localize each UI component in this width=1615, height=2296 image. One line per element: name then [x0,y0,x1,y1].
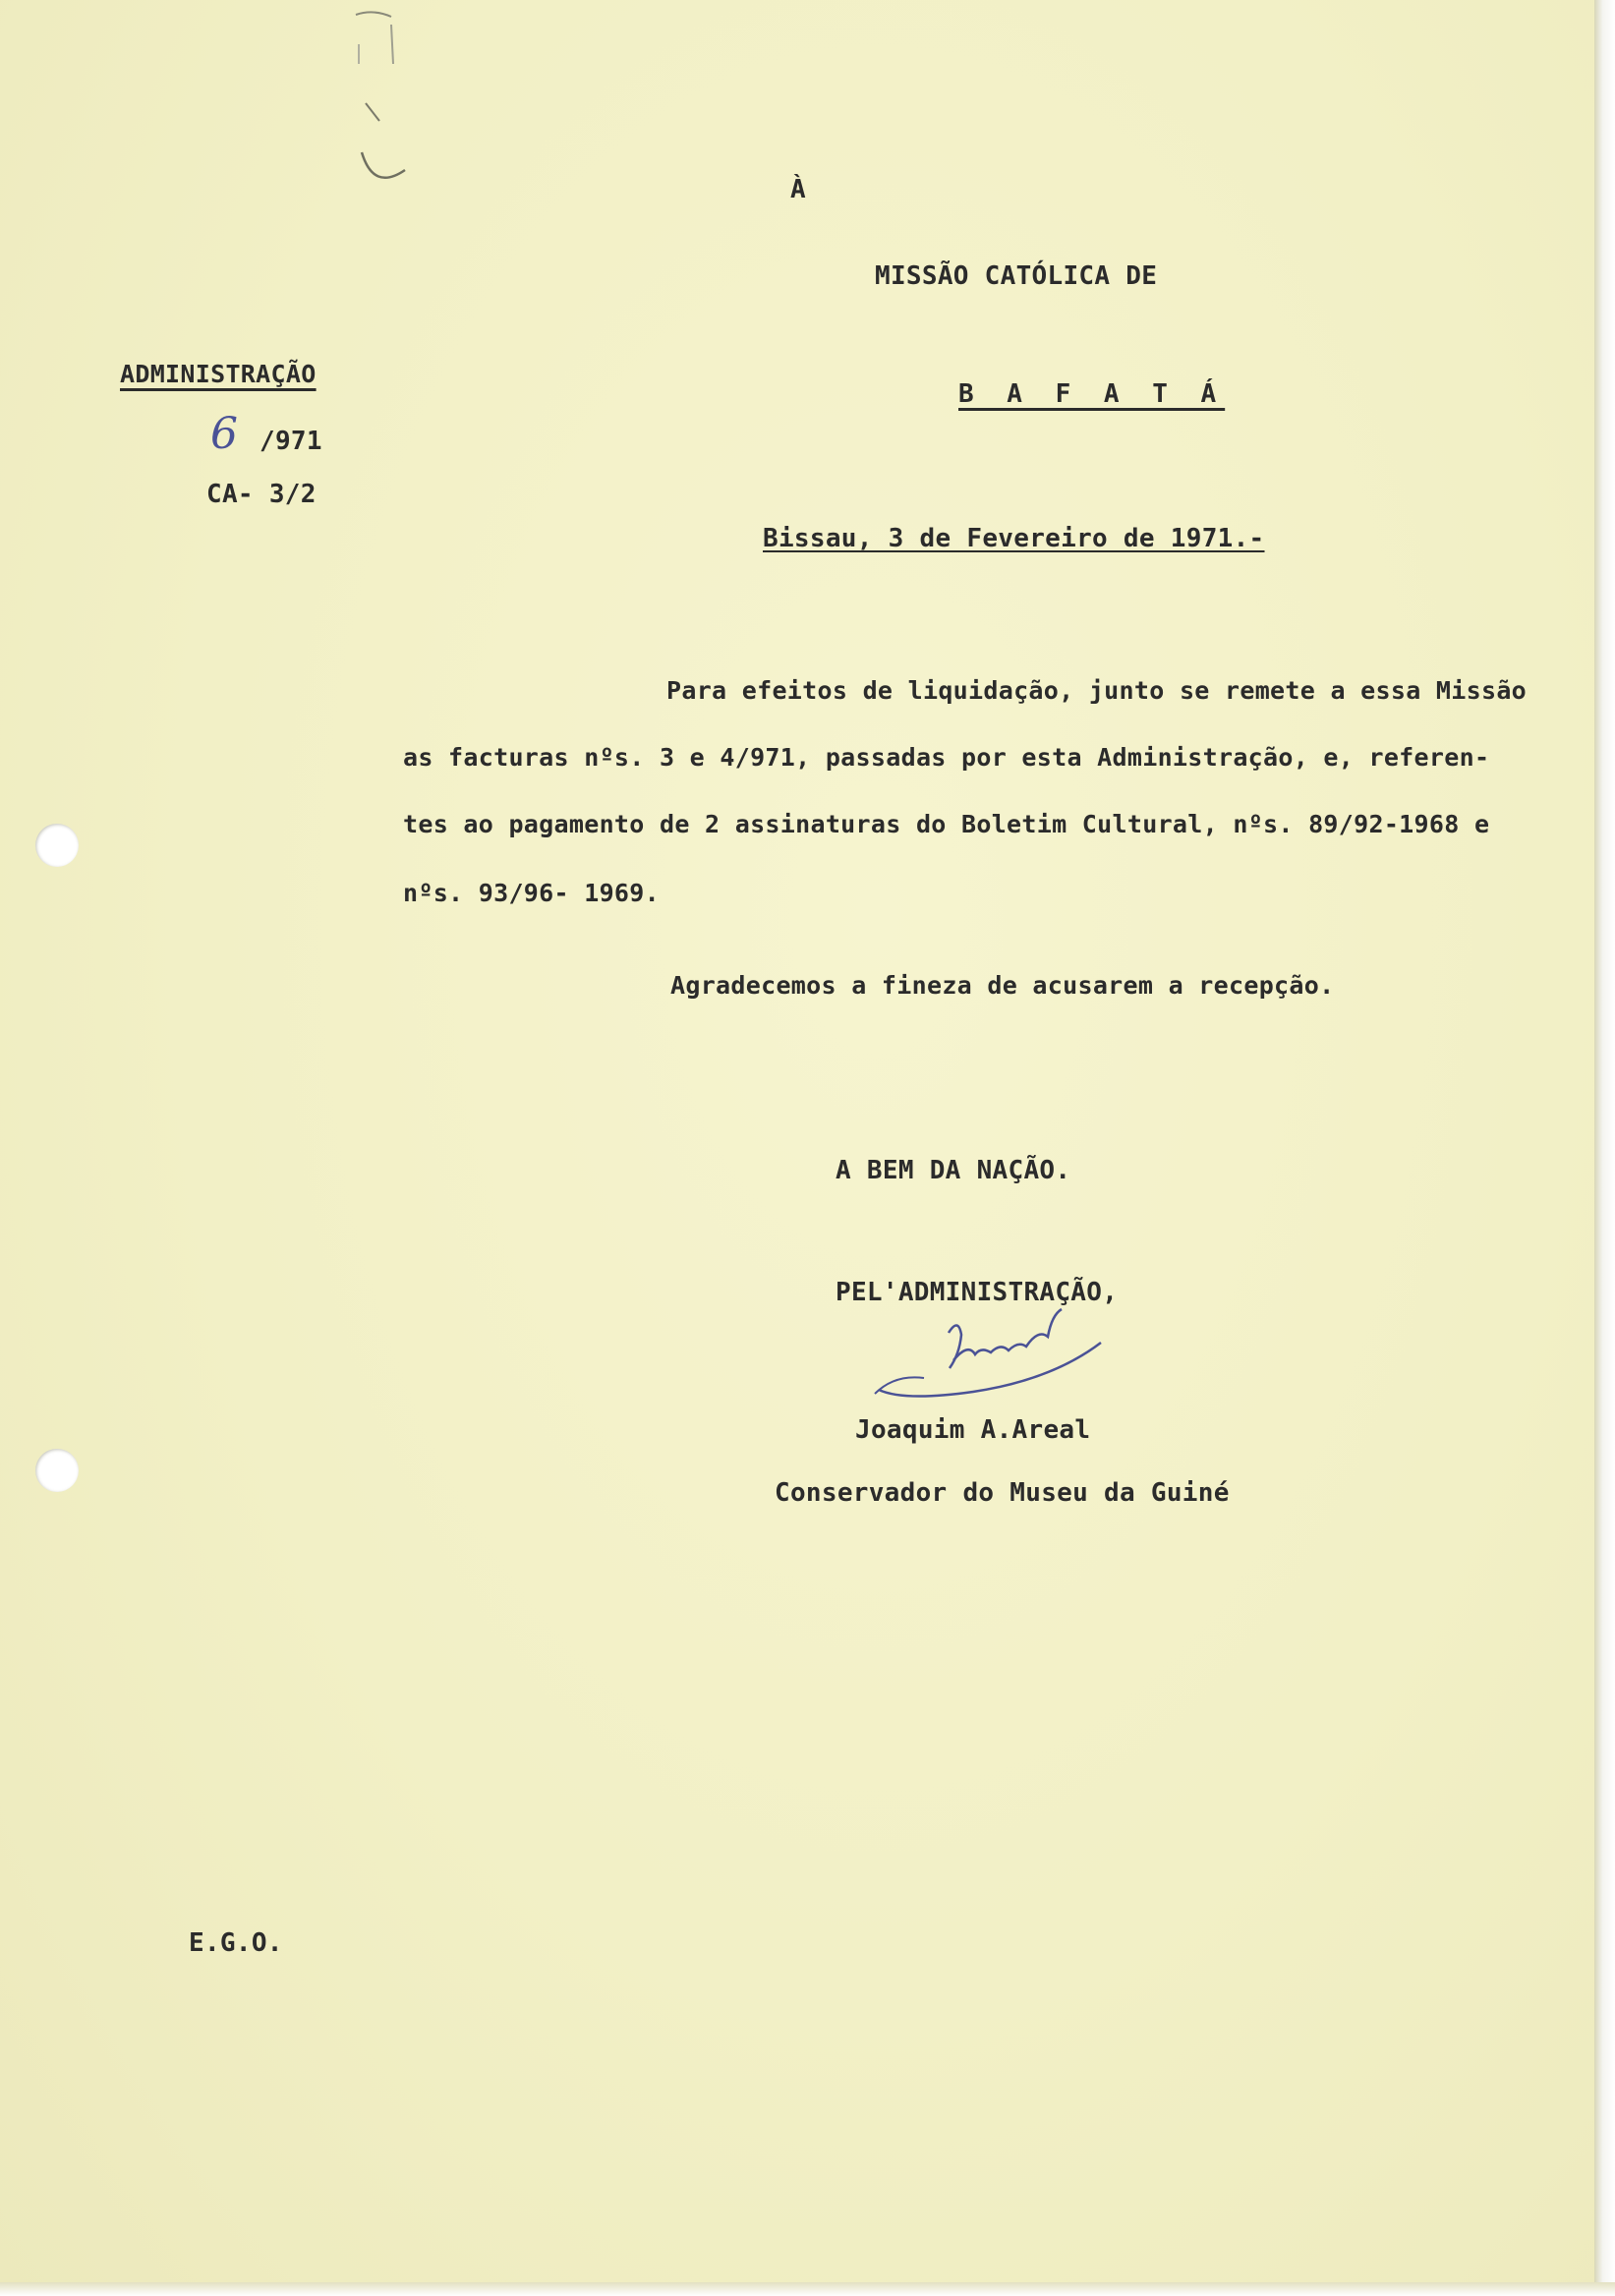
closing-salutation: A BEM DA NAÇÃO. [836,1156,1071,1185]
date-line: Bissau, 3 de Fevereiro de 1971.- [763,524,1265,553]
addressee-line-1: MISSÃO CATÓLICA DE [875,261,1158,291]
body-line-1: Para efeitos de liquidação, junto se remete a essa Missão [666,676,1528,705]
punch-hole-upper [35,824,79,867]
addressee-line-2: B A F A T Á [958,379,1226,409]
scan-edge [1594,0,1615,2296]
signer-title: Conservador do Museu da Guiné [775,1478,1230,1508]
punch-hole-lower [35,1449,79,1492]
body-line-3: tes ao pagamento de 2 assinaturas do Boletim Cultural, nºs. 89/92-1968 e [403,810,1490,838]
signature [865,1295,1121,1413]
body-paragraph-2: Agradecemos a fineza de acusarem a recepção. [670,971,1335,1000]
scan-bottom-edge [0,2282,1615,2296]
body-line-4: nºs. 93/96- 1969. [403,879,660,907]
closing-on-behalf: PEL'ADMINISTRAÇÃO, [836,1278,1119,1307]
reference-file-code: CA- 3/2 [206,480,317,509]
staple-mark [344,5,423,192]
reference-number-handwritten: 6 [210,409,238,459]
reference-number-suffix: /971 [260,427,322,456]
typist-initials: E.G.O. [189,1928,283,1958]
signer-name: Joaquim A.Areal [855,1415,1091,1445]
reference-office: ADMINISTRAÇÃO [120,360,317,388]
addressee-prefix: À [790,175,806,204]
body-line-2: as facturas nºs. 3 e 4/971, passadas por esta Administração, e, referen- [403,743,1490,772]
